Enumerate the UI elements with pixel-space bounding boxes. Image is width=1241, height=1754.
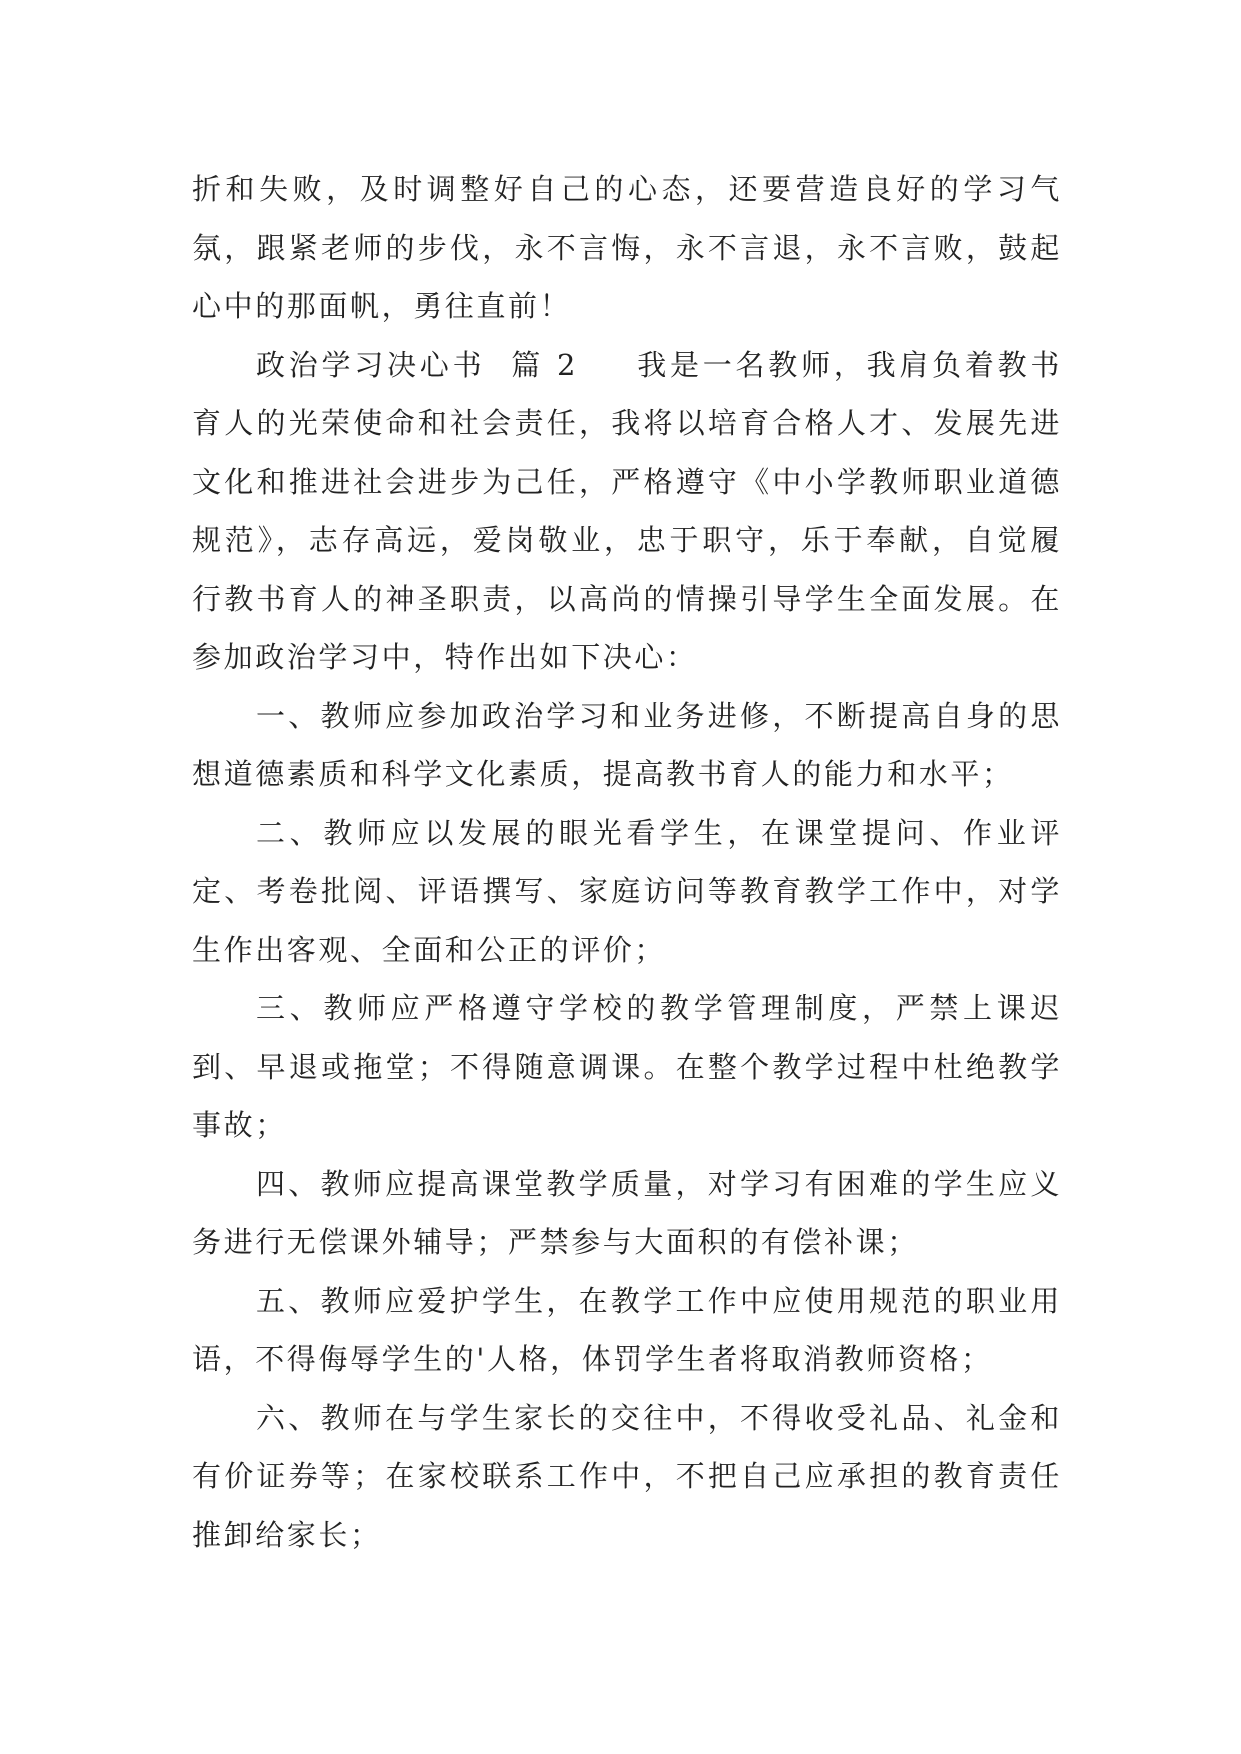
paragraph-item-1 bbox=[192, 687, 1062, 804]
paragraph-text: 二、教师应以发展的眼光看学生，在课堂提问、作业评定、考卷批阅、评语撰写、家庭访问等教育教学工作中，对学生作出客观、全面和公正的评价； bbox=[192, 815, 1062, 967]
paragraph-section-heading bbox=[192, 336, 1062, 687]
paragraph-text: 六、教师在与学生家长的交往中，不得收受礼品、礼金和有价证券等；在家校联系工作中，不把自己应承担的教育责任推卸给家长； bbox=[192, 1400, 1062, 1552]
paragraph-item-6 bbox=[192, 1389, 1062, 1565]
paragraph-text: 一、教师应参加政治学习和业务进修，不断提高自身的思想道德素质和科学文化素质，提高教书育人的能力和水平； bbox=[192, 698, 1062, 791]
paragraph-text: 三、教师应严格遵守学校的教学管理制度，严禁上课迟到、早退或拖堂；不得随意调课。在整个教学过程中杜绝教学事故； bbox=[192, 991, 1062, 1142]
paragraph-text: 我是一名教师，我肩负着教书育人的光荣使命和社会责任，我将以培育合格人才、发展先进文化和推进社会进步为己任，严格遵守《中小学教师职业道德规范》，志存高远，爱岗敬业，忠于职守，乐于奉献，自觉履行教书育人的神圣职责，以高尚的情操引导学生全面发展。在参加政治学习中，特作出如下决心： bbox=[192, 347, 1062, 674]
paragraph-item-2 bbox=[192, 804, 1062, 980]
paragraph-text: 五、教师应爱护学生，在教学工作中应使用规范的职业用语，不得侮辱学生的'人格，体罚学生者将取消教师资格； bbox=[192, 1283, 1062, 1376]
paragraph-continuation bbox=[192, 160, 1062, 336]
section-title: 政治学习决心书 篇 2 bbox=[256, 347, 579, 382]
paragraph-item-5 bbox=[192, 1272, 1062, 1389]
paragraph-text: 折和失败，及时调整好自己的心态，还要营造良好的学习气氛，跟紧老师的步伐，永不言悔，永不言退，永不言败，鼓起心中的那面帆，勇往直前！ bbox=[192, 172, 1062, 323]
paragraph-item-4 bbox=[192, 1155, 1062, 1272]
document-body bbox=[192, 160, 1062, 1564]
paragraph-text: 四、教师应提高课堂教学质量，对学习有困难的学生应义务进行无偿课外辅导；严禁参与大面积的有偿补课； bbox=[192, 1166, 1062, 1259]
paragraph-item-3 bbox=[192, 979, 1062, 1155]
